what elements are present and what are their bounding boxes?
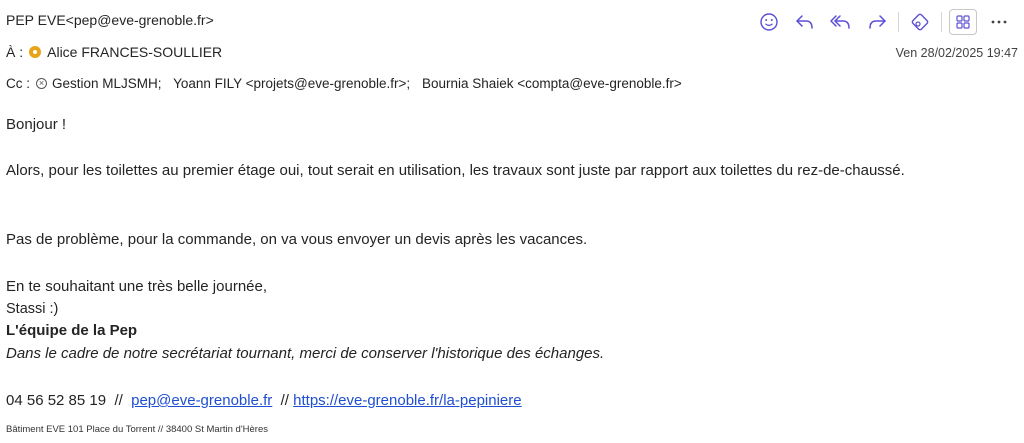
website-link[interactable]: https://eve-grenoble.fr/la-pepiniere (293, 392, 522, 409)
more-button[interactable] (984, 8, 1014, 36)
emoji-icon (759, 12, 779, 32)
signoff: Stassi :) (6, 301, 59, 317)
email-link[interactable]: pep@eve-grenoble.fr (131, 392, 273, 409)
paragraph: Alors, pour les toilettes au premier étage oui, tout serait en utilisation, les travaux sont juste par rapport aux toilettes du rez-de-chaussé. (6, 162, 905, 179)
signature-note: Dans le cadre de notre secrétariat tournant, merci de conserver l'historique des échanges. (6, 345, 605, 362)
signature-team: L'équipe de la Pep (6, 322, 138, 339)
toolbar-divider (898, 12, 899, 32)
cc-line (6, 76, 690, 91)
apps-box (949, 9, 977, 35)
postal-address: Bâtiment EVE 101 Place du Torrent // 38400 St Martin d'Hères (6, 424, 268, 435)
more-icon (990, 19, 1008, 25)
cc-recipient[interactable]: Yoann FILY <projets@eve-grenoble.fr>; (173, 76, 411, 91)
contact-line (6, 390, 522, 412)
cc-recipient[interactable]: Gestion MLJSMH; (52, 76, 162, 91)
phone-number: 04 56 52 85 19 (6, 392, 107, 409)
forward-icon (866, 13, 888, 31)
sent-date: Ven 28/02/2025 19:47 (895, 46, 1018, 60)
cc-label: Cc : (6, 76, 31, 91)
cc-recipient[interactable]: Bournia Shaiek <compta@eve-grenoble.fr> (421, 76, 682, 91)
greeting: Bonjour ! (6, 116, 67, 133)
diamond-icon (910, 12, 930, 32)
diamond-button[interactable] (905, 8, 935, 36)
message-toolbar (748, 8, 1014, 36)
paragraph: Pas de problème, pour la commande, on va vous envoyer un devis après les vacances. (6, 231, 588, 248)
reply-all-icon (829, 13, 853, 31)
reply-all-button[interactable] (826, 8, 856, 36)
cc-recipients (52, 76, 690, 91)
reply-button[interactable] (790, 8, 820, 36)
emoji-button[interactable] (754, 8, 784, 36)
presence-away-icon (29, 46, 41, 58)
blocked-presence-icon: × (36, 78, 47, 89)
apps-button[interactable] (948, 8, 978, 36)
separator: // (114, 392, 123, 409)
to-line (6, 44, 222, 60)
closing: En te souhaitant une très belle journée, (6, 278, 268, 295)
separator: // (280, 392, 289, 409)
to-label: À : (6, 44, 24, 60)
toolbar-divider (941, 12, 942, 32)
to-recipient[interactable]: Alice FRANCES-SOULLIER (47, 44, 223, 60)
apps-icon (956, 15, 970, 29)
reply-icon (794, 13, 816, 31)
forward-button[interactable] (862, 8, 892, 36)
sender[interactable]: PEP EVE<pep@eve-grenoble.fr> (6, 12, 214, 28)
